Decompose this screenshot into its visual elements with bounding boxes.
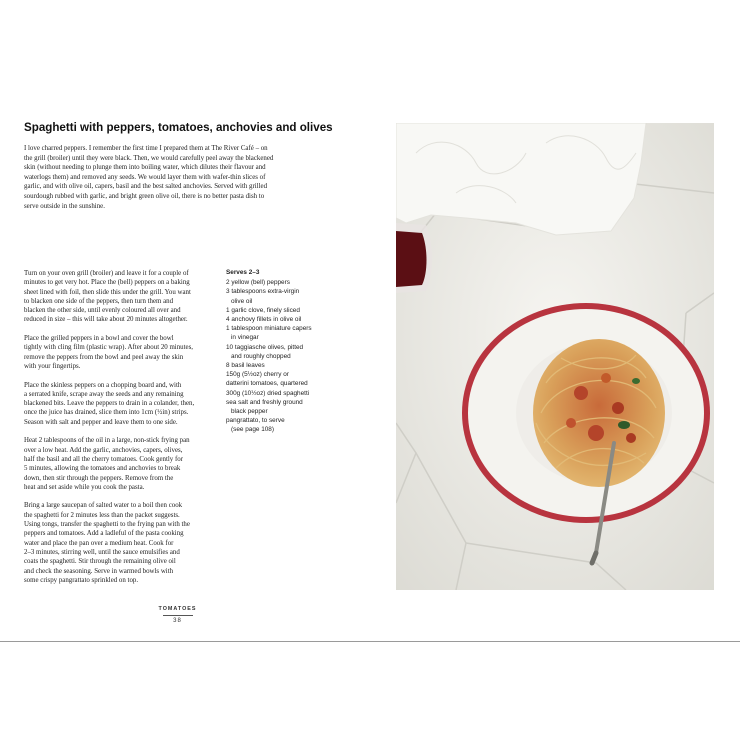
ingredient-item: 10 taggiasche olives, pitted [226,343,304,351]
method-line: Turn on your oven grill (broiler) and leave it for a couple of [24,270,189,277]
page-footer [130,606,225,624]
method-line: Using tongs, transfer the spaghetti to the frying pan with the [24,521,190,529]
serves-label: Serves 2–3 [226,269,260,276]
method-step [24,501,229,585]
intro-line: skin (without needing to plunge them into boiling water, which dilutes their flavour and [24,164,266,172]
ingredient-item: 150g (5½oz) cherry or [226,371,289,379]
method-step [24,381,229,427]
section-name: TOMATOES [158,606,197,612]
method-line: coats the spaghetti. Stir through the remaining olive oil [24,558,176,566]
intro-line: serve outside in the sunshine. [24,202,105,210]
method-line: Heat 2 tablespoons of the oil in a large, non-stick frying pan [24,437,190,445]
method-line: to blacken one side of the peppers, then turn them and [24,297,174,305]
ingredient-lines [226,278,366,434]
method-line: remove the peppers from the bowl and peel away the skin [24,353,184,361]
ingredient-item: 2 yellow (bell) peppers [226,279,290,287]
method-line: Season with salt and pepper and leave them to one side. [24,418,178,426]
method-line: once the juice has drained, slice them into 1cm (½in) strips. [24,409,189,417]
ingredient-item: and roughly chopped [231,352,291,360]
method-step [24,436,229,492]
red-wine-icon [396,231,427,287]
page-gutter-rule [0,641,740,642]
method-line: Bring a large saucepan of salted water to a boil then cook [24,502,183,510]
method-line: down, then stir through the peppers. Remove from the [24,474,174,482]
method-line: 5 minutes, allowing the tomatoes and anchovies to break [24,465,181,473]
ingredient-item: in vinegar [231,334,259,342]
ingredient-item: 1 garlic clove, finely sliced [226,306,300,314]
ingredient-item: 4 anchovy fillets in olive oil [226,316,302,324]
page-number: 38 [173,618,182,624]
intro-line: sourdough rubbed with garlic, and bright green olive oil, there is no better pasta dish to [24,192,265,200]
method-line: water and place the pan over a medium heat. Cook for [24,539,174,547]
ingredient-item: sea salt and freshly ground [226,398,303,406]
method-line: over a low heat. Add the garlic, anchovies, capers, olives, [24,446,183,454]
pasta-plate-illustration [396,123,714,590]
method-line: blackened bits. Leave the peppers to drain in a colander, then, [24,400,195,408]
method-line: with your fingertips. [24,362,81,370]
footer-rule [163,615,193,616]
ingredient-item: pangrattato, to serve [226,417,285,425]
intro-line: the grill (broiler) until they were black. Then, we would carefully peel away the blackened [24,154,274,162]
ingredient-item: 3 tablespoons extra-virgin [226,288,300,296]
intro-paragraph [24,144,314,211]
intro-line: garlic, and with olive oil, capers, basil and the best salted anchovies. Served with grilled [24,183,268,191]
method-line: Place the grilled peppers in a bowl and cover the bowl [24,335,174,343]
intro-line: I love charred peppers. I remember the first time I prepared them at The River Café – on [24,145,268,152]
ingredients-list [226,268,366,435]
method-line: 2–3 minutes, stirring well, until the sauce emulsifies and [24,548,180,556]
method-line: reduced in size – this will take about 20 minutes altogether. [24,316,188,324]
ingredient-item: 8 basil leaves [226,362,265,370]
method-line: tightly with cling film (plastic wrap). After about 20 minutes, [24,344,193,352]
intro-line: waterlogs them) and removed any seeds. We would layer them with wafer-thin slices of [24,173,266,181]
ingredient-item: black pepper [231,408,268,416]
method-line: Place the skinless peppers on a chopping board and, with [24,381,182,389]
ingredient-item: datterini tomatoes, quartered [226,380,308,388]
method-step [24,334,229,371]
method-line: heat and set aside while you cook the pasta. [24,483,145,491]
ingredient-item: olive oil [231,297,253,305]
method-line: the spaghetti for 2 minutes less than the packet suggests. [24,511,180,519]
method-line: some crispy pangrattato sprinkled on top. [24,576,139,584]
method-line: a serrated knife, scrape away the seeds and any remaining [24,390,184,398]
ingredient-item: 300g (10½oz) dried spaghetti [226,389,310,397]
method-line: half the basil and all the cherry tomatoes. Cook gently for [24,455,184,463]
recipe-photo [396,123,714,590]
recipe-title: Spaghetti with peppers, tomatoes, anchovies and olives [24,121,333,134]
method-line: sheet lined with foil, then slide this under the grill. You want [24,288,191,296]
method-line: blacken the other side, until evenly coloured all over and [24,307,181,315]
method-line: peppers and tomatoes. Add a ladleful of the pasta cooking [24,530,184,538]
method-steps [24,269,229,594]
method-line: minutes to get very hot. Place the (bell) peppers on a baking [24,279,190,287]
ingredient-item: (see page 108) [231,426,274,434]
ingredient-item: 1 tablespoon miniature capers [226,325,312,333]
method-step [24,269,229,325]
method-line: and check the seasoning. Serve in warmed bowls with [24,567,174,575]
